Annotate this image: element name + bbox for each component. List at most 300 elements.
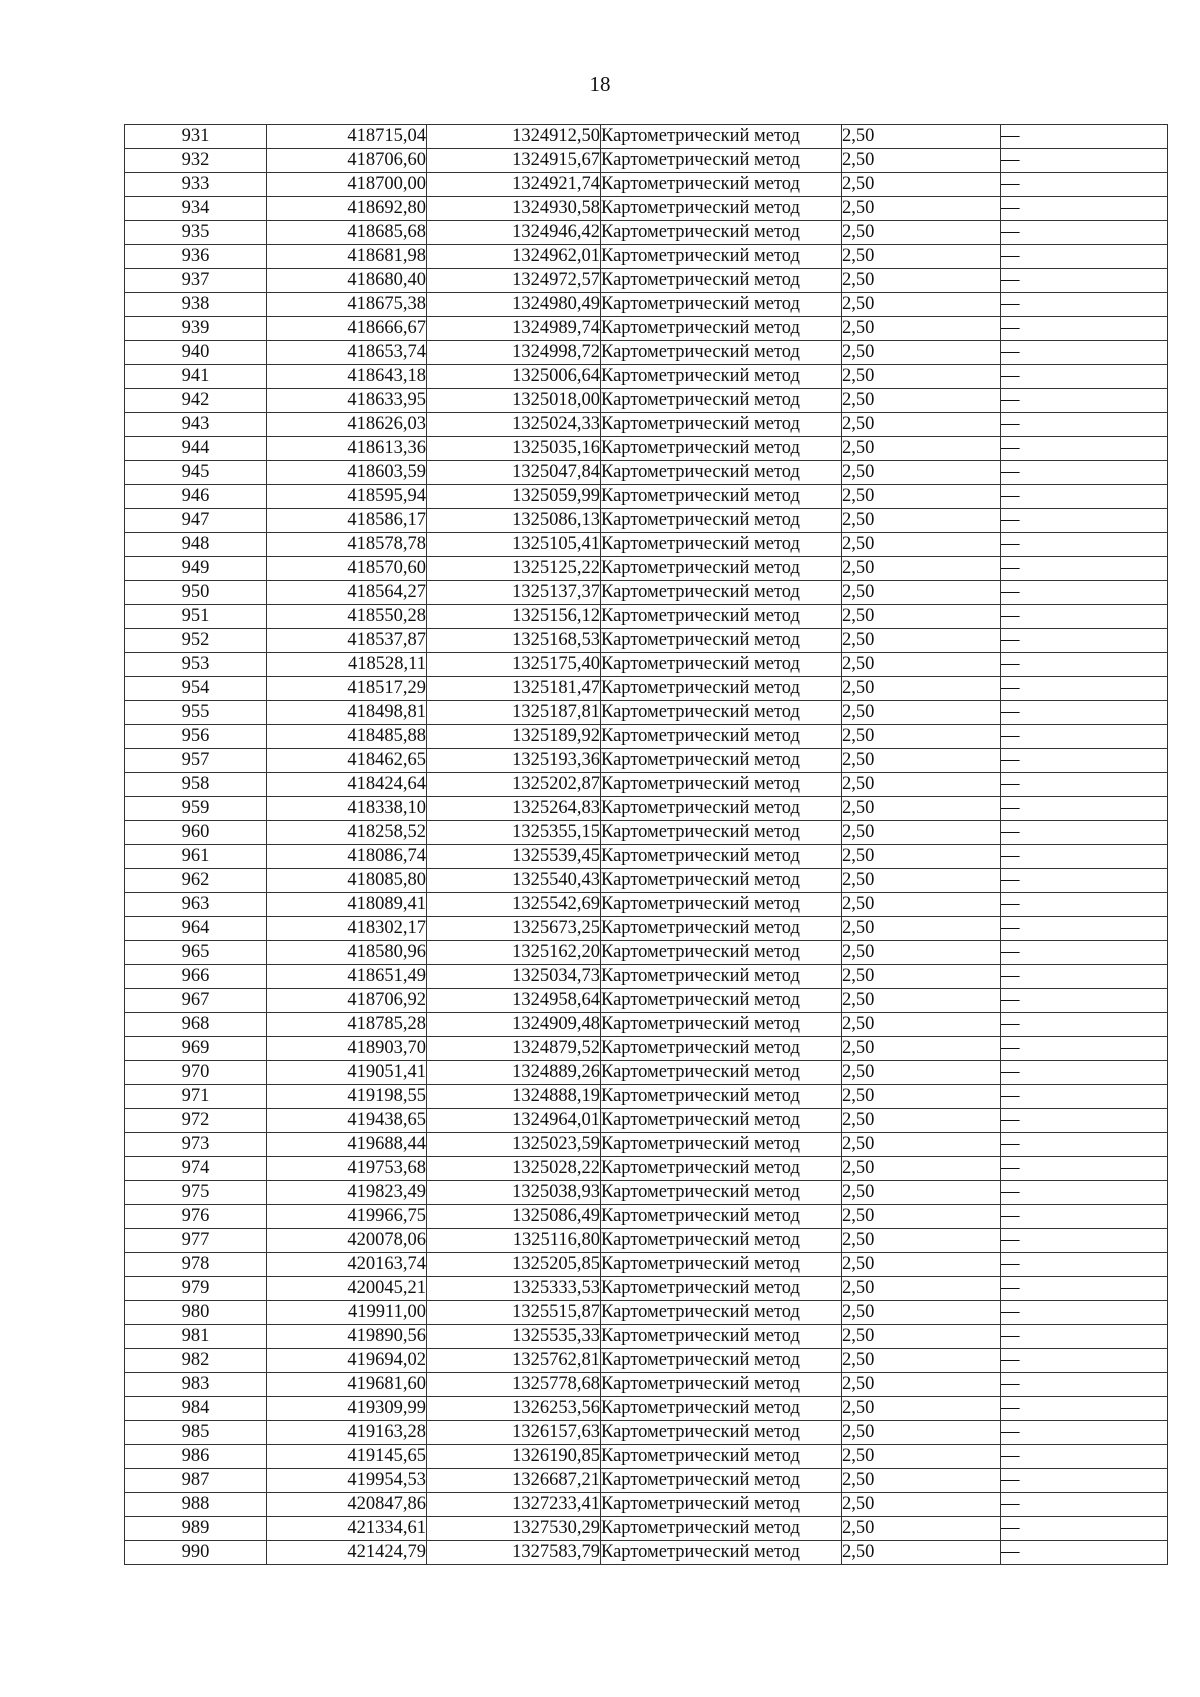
table-row <box>125 437 1168 461</box>
note-cell: — <box>1001 1349 1168 1373</box>
x-coordinate-cell: 418700,00 <box>267 173 427 197</box>
point-number-cell: 934 <box>125 197 267 221</box>
note-cell: — <box>1001 365 1168 389</box>
table-row <box>125 773 1168 797</box>
note-cell: — <box>1001 317 1168 341</box>
method-cell: Картометрический метод <box>601 797 842 821</box>
method-cell: Картометрический метод <box>601 1517 842 1541</box>
point-number-cell: 947 <box>125 509 267 533</box>
accuracy-cell: 2,50 <box>842 1445 1001 1469</box>
note-cell: — <box>1001 1541 1168 1565</box>
point-number-cell: 977 <box>125 1229 267 1253</box>
table-row <box>125 1373 1168 1397</box>
table-row <box>125 149 1168 173</box>
y-coordinate-cell: 1325162,20 <box>427 941 601 965</box>
x-coordinate-cell: 418485,88 <box>267 725 427 749</box>
table-row <box>125 605 1168 629</box>
accuracy-cell: 2,50 <box>842 1469 1001 1493</box>
point-number-cell: 989 <box>125 1517 267 1541</box>
y-coordinate-cell: 1325515,87 <box>427 1301 601 1325</box>
point-number-cell: 979 <box>125 1277 267 1301</box>
method-cell: Картометрический метод <box>601 629 842 653</box>
table-row <box>125 1157 1168 1181</box>
table-row <box>125 629 1168 653</box>
note-cell: — <box>1001 1397 1168 1421</box>
note-cell: — <box>1001 1133 1168 1157</box>
x-coordinate-cell: 418580,96 <box>267 941 427 965</box>
table-row <box>125 1181 1168 1205</box>
point-number-cell: 973 <box>125 1133 267 1157</box>
note-cell: — <box>1001 821 1168 845</box>
accuracy-cell: 2,50 <box>842 1181 1001 1205</box>
accuracy-cell: 2,50 <box>842 1541 1001 1565</box>
method-cell: Картометрический метод <box>601 893 842 917</box>
method-cell: Картометрический метод <box>601 317 842 341</box>
x-coordinate-cell: 419309,99 <box>267 1397 427 1421</box>
x-coordinate-cell: 418578,78 <box>267 533 427 557</box>
accuracy-cell: 2,50 <box>842 1493 1001 1517</box>
point-number-cell: 960 <box>125 821 267 845</box>
y-coordinate-cell: 1325778,68 <box>427 1373 601 1397</box>
accuracy-cell: 2,50 <box>842 1277 1001 1301</box>
note-cell: — <box>1001 605 1168 629</box>
y-coordinate-cell: 1326157,63 <box>427 1421 601 1445</box>
y-coordinate-cell: 1325193,36 <box>427 749 601 773</box>
x-coordinate-cell: 418586,17 <box>267 509 427 533</box>
y-coordinate-cell: 1324964,01 <box>427 1109 601 1133</box>
note-cell: — <box>1001 917 1168 941</box>
point-number-cell: 963 <box>125 893 267 917</box>
x-coordinate-cell: 418785,28 <box>267 1013 427 1037</box>
y-coordinate-cell: 1325535,33 <box>427 1325 601 1349</box>
accuracy-cell: 2,50 <box>842 1253 1001 1277</box>
table-row <box>125 1061 1168 1085</box>
method-cell: Картометрический метод <box>601 653 842 677</box>
point-number-cell: 936 <box>125 245 267 269</box>
accuracy-cell: 2,50 <box>842 629 1001 653</box>
table-row <box>125 1493 1168 1517</box>
table-row <box>125 1277 1168 1301</box>
table-row <box>125 1253 1168 1277</box>
accuracy-cell: 2,50 <box>842 653 1001 677</box>
method-cell: Картометрический метод <box>601 1205 842 1229</box>
method-cell: Картометрический метод <box>601 1133 842 1157</box>
method-cell: Картометрический метод <box>601 173 842 197</box>
accuracy-cell: 2,50 <box>842 677 1001 701</box>
method-cell: Картометрический метод <box>601 1085 842 1109</box>
table-row <box>125 269 1168 293</box>
method-cell: Картометрический метод <box>601 1301 842 1325</box>
point-number-cell: 972 <box>125 1109 267 1133</box>
point-number-cell: 975 <box>125 1181 267 1205</box>
x-coordinate-cell: 418675,38 <box>267 293 427 317</box>
accuracy-cell: 2,50 <box>842 389 1001 413</box>
method-cell: Картометрический метод <box>601 1325 842 1349</box>
y-coordinate-cell: 1325205,85 <box>427 1253 601 1277</box>
y-coordinate-cell: 1325038,93 <box>427 1181 601 1205</box>
y-coordinate-cell: 1324915,67 <box>427 149 601 173</box>
x-coordinate-cell: 421424,79 <box>267 1541 427 1565</box>
note-cell: — <box>1001 221 1168 245</box>
point-number-cell: 980 <box>125 1301 267 1325</box>
point-number-cell: 943 <box>125 413 267 437</box>
note-cell: — <box>1001 1229 1168 1253</box>
y-coordinate-cell: 1325116,80 <box>427 1229 601 1253</box>
method-cell: Картометрический метод <box>601 413 842 437</box>
note-cell: — <box>1001 1517 1168 1541</box>
point-number-cell: 974 <box>125 1157 267 1181</box>
point-number-cell: 941 <box>125 365 267 389</box>
point-number-cell: 981 <box>125 1325 267 1349</box>
accuracy-cell: 2,50 <box>842 245 1001 269</box>
x-coordinate-cell: 418685,68 <box>267 221 427 245</box>
note-cell: — <box>1001 1205 1168 1229</box>
method-cell: Картометрический метод <box>601 845 842 869</box>
accuracy-cell: 2,50 <box>842 365 1001 389</box>
point-number-cell: 985 <box>125 1421 267 1445</box>
point-number-cell: 931 <box>125 125 267 149</box>
table-row <box>125 197 1168 221</box>
note-cell: — <box>1001 653 1168 677</box>
x-coordinate-cell: 419163,28 <box>267 1421 427 1445</box>
note-cell: — <box>1001 1493 1168 1517</box>
table-row <box>125 581 1168 605</box>
x-coordinate-cell: 418626,03 <box>267 413 427 437</box>
y-coordinate-cell: 1326190,85 <box>427 1445 601 1469</box>
method-cell: Картометрический метод <box>601 581 842 605</box>
note-cell: — <box>1001 509 1168 533</box>
y-coordinate-cell: 1325168,53 <box>427 629 601 653</box>
point-number-cell: 970 <box>125 1061 267 1085</box>
point-number-cell: 938 <box>125 293 267 317</box>
y-coordinate-cell: 1325086,13 <box>427 509 601 533</box>
method-cell: Картометрический метод <box>601 389 842 413</box>
note-cell: — <box>1001 677 1168 701</box>
table-row <box>125 173 1168 197</box>
point-number-cell: 969 <box>125 1037 267 1061</box>
table-row <box>125 989 1168 1013</box>
x-coordinate-cell: 419198,55 <box>267 1085 427 1109</box>
y-coordinate-cell: 1324930,58 <box>427 197 601 221</box>
accuracy-cell: 2,50 <box>842 749 1001 773</box>
point-number-cell: 958 <box>125 773 267 797</box>
table-row <box>125 941 1168 965</box>
table-row <box>125 1325 1168 1349</box>
method-cell: Картометрический метод <box>601 269 842 293</box>
note-cell: — <box>1001 245 1168 269</box>
accuracy-cell: 2,50 <box>842 869 1001 893</box>
y-coordinate-cell: 1324972,57 <box>427 269 601 293</box>
table-row <box>125 389 1168 413</box>
accuracy-cell: 2,50 <box>842 1109 1001 1133</box>
point-number-cell: 945 <box>125 461 267 485</box>
x-coordinate-cell: 418424,64 <box>267 773 427 797</box>
table-row <box>125 749 1168 773</box>
x-coordinate-cell: 419890,56 <box>267 1325 427 1349</box>
x-coordinate-cell: 419823,49 <box>267 1181 427 1205</box>
note-cell: — <box>1001 845 1168 869</box>
x-coordinate-cell: 418653,74 <box>267 341 427 365</box>
method-cell: Картометрический метод <box>601 1277 842 1301</box>
point-number-cell: 962 <box>125 869 267 893</box>
y-coordinate-cell: 1325018,00 <box>427 389 601 413</box>
x-coordinate-cell: 419966,75 <box>267 1205 427 1229</box>
point-number-cell: 988 <box>125 1493 267 1517</box>
table-row <box>125 821 1168 845</box>
y-coordinate-cell: 1325673,25 <box>427 917 601 941</box>
point-number-cell: 959 <box>125 797 267 821</box>
table-row <box>125 533 1168 557</box>
method-cell: Картометрический метод <box>601 773 842 797</box>
note-cell: — <box>1001 437 1168 461</box>
y-coordinate-cell: 1325059,99 <box>427 485 601 509</box>
table-row <box>125 1205 1168 1229</box>
y-coordinate-cell: 1326253,56 <box>427 1397 601 1421</box>
x-coordinate-cell: 419438,65 <box>267 1109 427 1133</box>
x-coordinate-cell: 419051,41 <box>267 1061 427 1085</box>
table-row <box>125 245 1168 269</box>
point-number-cell: 944 <box>125 437 267 461</box>
y-coordinate-cell: 1324958,64 <box>427 989 601 1013</box>
x-coordinate-cell: 418085,80 <box>267 869 427 893</box>
accuracy-cell: 2,50 <box>842 701 1001 725</box>
y-coordinate-cell: 1325047,84 <box>427 461 601 485</box>
x-coordinate-cell: 418680,40 <box>267 269 427 293</box>
method-cell: Картометрический метод <box>601 725 842 749</box>
accuracy-cell: 2,50 <box>842 485 1001 509</box>
table-row <box>125 725 1168 749</box>
method-cell: Картометрический метод <box>601 221 842 245</box>
point-number-cell: 990 <box>125 1541 267 1565</box>
accuracy-cell: 2,50 <box>842 293 1001 317</box>
accuracy-cell: 2,50 <box>842 125 1001 149</box>
table-row <box>125 797 1168 821</box>
note-cell: — <box>1001 533 1168 557</box>
method-cell: Картометрический метод <box>601 1109 842 1133</box>
y-coordinate-cell: 1325542,69 <box>427 893 601 917</box>
x-coordinate-cell: 418706,92 <box>267 989 427 1013</box>
accuracy-cell: 2,50 <box>842 1301 1001 1325</box>
x-coordinate-cell: 418603,59 <box>267 461 427 485</box>
method-cell: Картометрический метод <box>601 1421 842 1445</box>
y-coordinate-cell: 1324879,52 <box>427 1037 601 1061</box>
point-number-cell: 935 <box>125 221 267 245</box>
accuracy-cell: 2,50 <box>842 605 1001 629</box>
accuracy-cell: 2,50 <box>842 557 1001 581</box>
x-coordinate-cell: 418595,94 <box>267 485 427 509</box>
accuracy-cell: 2,50 <box>842 797 1001 821</box>
x-coordinate-cell: 418089,41 <box>267 893 427 917</box>
x-coordinate-cell: 419688,44 <box>267 1133 427 1157</box>
method-cell: Картометрический метод <box>601 605 842 629</box>
accuracy-cell: 2,50 <box>842 173 1001 197</box>
accuracy-cell: 2,50 <box>842 1037 1001 1061</box>
y-coordinate-cell: 1324989,74 <box>427 317 601 341</box>
method-cell: Картометрический метод <box>601 1013 842 1037</box>
point-number-cell: 982 <box>125 1349 267 1373</box>
note-cell: — <box>1001 461 1168 485</box>
y-coordinate-cell: 1325156,12 <box>427 605 601 629</box>
accuracy-cell: 2,50 <box>842 941 1001 965</box>
table-row <box>125 965 1168 989</box>
y-coordinate-cell: 1325125,22 <box>427 557 601 581</box>
note-cell: — <box>1001 1421 1168 1445</box>
note-cell: — <box>1001 965 1168 989</box>
table-row <box>125 221 1168 245</box>
x-coordinate-cell: 419145,65 <box>267 1445 427 1469</box>
note-cell: — <box>1001 197 1168 221</box>
y-coordinate-cell: 1325175,40 <box>427 653 601 677</box>
point-number-cell: 966 <box>125 965 267 989</box>
table-row <box>125 293 1168 317</box>
y-coordinate-cell: 1324980,49 <box>427 293 601 317</box>
x-coordinate-cell: 420847,86 <box>267 1493 427 1517</box>
method-cell: Картометрический метод <box>601 533 842 557</box>
x-coordinate-cell: 418338,10 <box>267 797 427 821</box>
y-coordinate-cell: 1324921,74 <box>427 173 601 197</box>
table-row <box>125 1085 1168 1109</box>
note-cell: — <box>1001 629 1168 653</box>
accuracy-cell: 2,50 <box>842 437 1001 461</box>
note-cell: — <box>1001 149 1168 173</box>
accuracy-cell: 2,50 <box>842 581 1001 605</box>
note-cell: — <box>1001 341 1168 365</box>
point-number-cell: 957 <box>125 749 267 773</box>
y-coordinate-cell: 1325355,15 <box>427 821 601 845</box>
note-cell: — <box>1001 1037 1168 1061</box>
method-cell: Картометрический метод <box>601 1229 842 1253</box>
table-row <box>125 1445 1168 1469</box>
page-number: 18 <box>589 72 611 96</box>
accuracy-cell: 2,50 <box>842 221 1001 245</box>
table-row <box>125 1517 1168 1541</box>
accuracy-cell: 2,50 <box>842 413 1001 437</box>
x-coordinate-cell: 418651,49 <box>267 965 427 989</box>
x-coordinate-cell: 418462,65 <box>267 749 427 773</box>
x-coordinate-cell: 418692,80 <box>267 197 427 221</box>
accuracy-cell: 2,50 <box>842 1013 1001 1037</box>
accuracy-cell: 2,50 <box>842 197 1001 221</box>
accuracy-cell: 2,50 <box>842 317 1001 341</box>
point-number-cell: 950 <box>125 581 267 605</box>
method-cell: Картометрический метод <box>601 1253 842 1277</box>
accuracy-cell: 2,50 <box>842 149 1001 173</box>
x-coordinate-cell: 418633,95 <box>267 389 427 413</box>
x-coordinate-cell: 418613,36 <box>267 437 427 461</box>
method-cell: Картометрический метод <box>601 293 842 317</box>
note-cell: — <box>1001 269 1168 293</box>
accuracy-cell: 2,50 <box>842 1397 1001 1421</box>
note-cell: — <box>1001 1181 1168 1205</box>
y-coordinate-cell: 1325540,43 <box>427 869 601 893</box>
y-coordinate-cell: 1325034,73 <box>427 965 601 989</box>
y-coordinate-cell: 1324962,01 <box>427 245 601 269</box>
table-row <box>125 557 1168 581</box>
x-coordinate-cell: 418903,70 <box>267 1037 427 1061</box>
y-coordinate-cell: 1325006,64 <box>427 365 601 389</box>
note-cell: — <box>1001 893 1168 917</box>
accuracy-cell: 2,50 <box>842 773 1001 797</box>
table-row <box>125 1301 1168 1325</box>
y-coordinate-cell: 1325086,49 <box>427 1205 601 1229</box>
method-cell: Картометрический метод <box>601 1493 842 1517</box>
x-coordinate-cell: 418681,98 <box>267 245 427 269</box>
coordinates-table <box>124 124 1168 1565</box>
table-row <box>125 869 1168 893</box>
accuracy-cell: 2,50 <box>842 1157 1001 1181</box>
note-cell: — <box>1001 581 1168 605</box>
point-number-cell: 983 <box>125 1373 267 1397</box>
x-coordinate-cell: 419753,68 <box>267 1157 427 1181</box>
accuracy-cell: 2,50 <box>842 1205 1001 1229</box>
method-cell: Картометрический метод <box>601 1157 842 1181</box>
method-cell: Картометрический метод <box>601 1445 842 1469</box>
accuracy-cell: 2,50 <box>842 917 1001 941</box>
method-cell: Картометрический метод <box>601 1541 842 1565</box>
table-row <box>125 485 1168 509</box>
accuracy-cell: 2,50 <box>842 845 1001 869</box>
method-cell: Картометрический метод <box>601 1397 842 1421</box>
table-row <box>125 1109 1168 1133</box>
note-cell: — <box>1001 293 1168 317</box>
x-coordinate-cell: 418643,18 <box>267 365 427 389</box>
note-cell: — <box>1001 1469 1168 1493</box>
x-coordinate-cell: 421334,61 <box>267 1517 427 1541</box>
point-number-cell: 933 <box>125 173 267 197</box>
point-number-cell: 949 <box>125 557 267 581</box>
accuracy-cell: 2,50 <box>842 269 1001 293</box>
x-coordinate-cell: 419911,00 <box>267 1301 427 1325</box>
table-row <box>125 893 1168 917</box>
point-number-cell: 953 <box>125 653 267 677</box>
point-number-cell: 965 <box>125 941 267 965</box>
accuracy-cell: 2,50 <box>842 1133 1001 1157</box>
point-number-cell: 955 <box>125 701 267 725</box>
y-coordinate-cell: 1325189,92 <box>427 725 601 749</box>
table-row <box>125 1469 1168 1493</box>
x-coordinate-cell: 419681,60 <box>267 1373 427 1397</box>
point-number-cell: 952 <box>125 629 267 653</box>
accuracy-cell: 2,50 <box>842 1349 1001 1373</box>
table-row <box>125 653 1168 677</box>
table-row <box>125 341 1168 365</box>
note-cell: — <box>1001 1373 1168 1397</box>
point-number-cell: 932 <box>125 149 267 173</box>
y-coordinate-cell: 1325187,81 <box>427 701 601 725</box>
accuracy-cell: 2,50 <box>842 821 1001 845</box>
x-coordinate-cell: 418086,74 <box>267 845 427 869</box>
y-coordinate-cell: 1325035,16 <box>427 437 601 461</box>
y-coordinate-cell: 1325762,81 <box>427 1349 601 1373</box>
method-cell: Картометрический метод <box>601 1037 842 1061</box>
note-cell: — <box>1001 125 1168 149</box>
x-coordinate-cell: 418498,81 <box>267 701 427 725</box>
note-cell: — <box>1001 389 1168 413</box>
method-cell: Картометрический метод <box>601 485 842 509</box>
point-number-cell: 971 <box>125 1085 267 1109</box>
method-cell: Картометрический метод <box>601 917 842 941</box>
note-cell: — <box>1001 989 1168 1013</box>
accuracy-cell: 2,50 <box>842 893 1001 917</box>
note-cell: — <box>1001 1445 1168 1469</box>
y-coordinate-cell: 1324998,72 <box>427 341 601 365</box>
point-number-cell: 961 <box>125 845 267 869</box>
x-coordinate-cell: 418537,87 <box>267 629 427 653</box>
note-cell: — <box>1001 1301 1168 1325</box>
note-cell: — <box>1001 1085 1168 1109</box>
method-cell: Картометрический метод <box>601 245 842 269</box>
point-number-cell: 956 <box>125 725 267 749</box>
